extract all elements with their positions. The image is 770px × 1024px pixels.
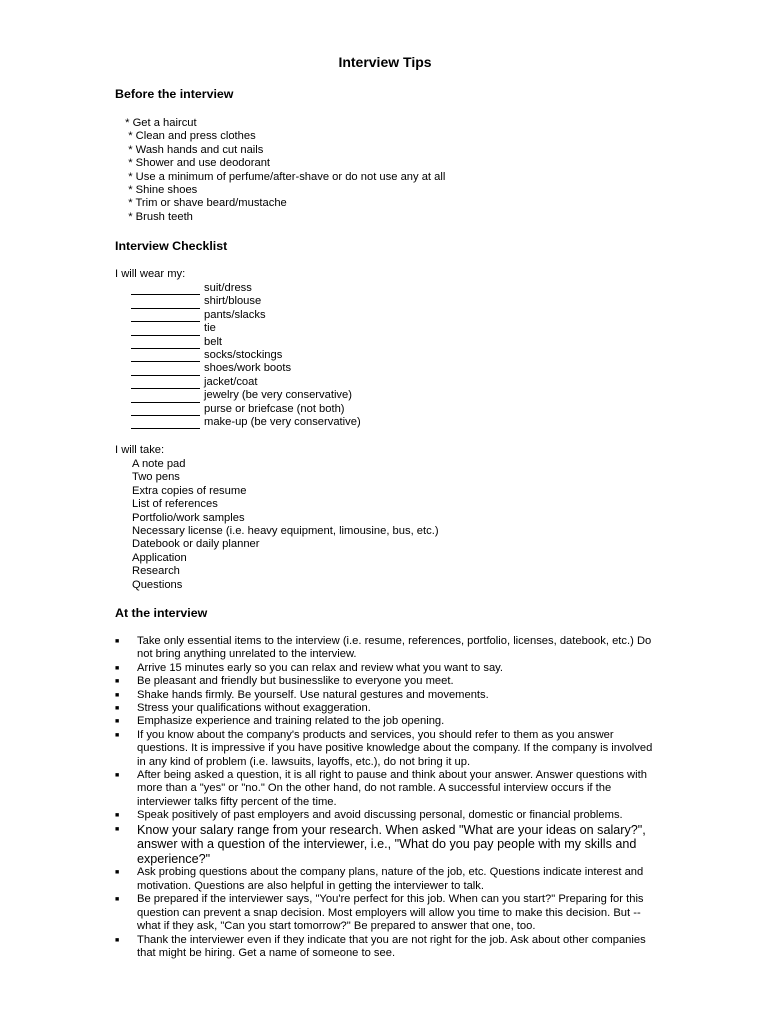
bullet-text: Thank the interviewer even if they indicate that you are not right for the job. Ask about other companies that might be hiring. Get a name of someone to see. xyxy=(137,933,646,959)
bullet-text: Be prepared if the interviewer says, "You're perfect for this job. When can you start?" Preparing for this question can prevent a snap decision. Most employers will allow you time to make this decision. But -- what if they ask, "Can you start tomorrow?" Be prepared to answer that one, too. xyxy=(137,893,644,933)
bullet-item xyxy=(114,823,659,867)
square-bullet-icon: ■ xyxy=(115,825,120,833)
blank-line[interactable] xyxy=(131,298,200,309)
blank-line[interactable] xyxy=(131,311,200,322)
list-item: * Wash hands and cut nails xyxy=(122,143,264,156)
checklist-label: belt xyxy=(204,335,223,348)
list-item: Questions xyxy=(132,578,183,591)
list-item: * Clean and press clothes xyxy=(122,130,256,143)
wear-checklist xyxy=(131,282,361,429)
blank-line[interactable] xyxy=(131,325,200,336)
checklist-row xyxy=(131,322,361,335)
square-bullet-icon: ■ xyxy=(115,869,120,877)
checklist-row xyxy=(131,336,361,349)
square-bullet-icon: ■ xyxy=(115,772,120,780)
bullet-text: Speak positively of past employers and avoid discussing personal, domestic or financial problems. xyxy=(137,809,623,822)
bullet-text: Arrive 15 minutes early so you can relax and review what you want to say. xyxy=(137,661,504,674)
bullet-item xyxy=(114,769,659,809)
list-item: Necessary license (i.e. heavy equipment, limousine, bus, etc.) xyxy=(132,525,439,538)
checklist-row xyxy=(131,362,361,375)
checklist-row xyxy=(131,389,361,402)
blank-line[interactable] xyxy=(131,405,200,416)
checklist-label: shoes/work boots xyxy=(204,362,292,375)
checklist-heading: Interview Checklist xyxy=(115,239,228,253)
checklist-label: shirt/blouse xyxy=(204,295,262,308)
square-bullet-icon: ■ xyxy=(115,896,120,904)
bullet-text: After being asked a question, it is all right to pause and think about your answer. Answer questions with more than a "yes" or "no." On the other hand, do not ramble. A successful interview occurs if the interviewer talks fifty percent of the time. xyxy=(137,769,647,808)
blank-line[interactable] xyxy=(131,284,200,295)
checklist-row xyxy=(131,416,361,429)
blank-line[interactable] xyxy=(131,392,200,403)
square-bullet-icon: ■ xyxy=(115,664,120,672)
bullet-item xyxy=(114,635,659,662)
bullet-item xyxy=(114,893,659,933)
bullet-item xyxy=(114,866,659,893)
bullet-item xyxy=(114,702,659,715)
square-bullet-icon: ■ xyxy=(115,812,120,820)
checklist-row xyxy=(131,403,361,416)
list-item: * Shine shoes xyxy=(122,184,198,197)
square-bullet-icon: ■ xyxy=(115,731,120,739)
list-item: Portfolio/work samples xyxy=(132,511,245,524)
square-bullet-icon: ■ xyxy=(115,718,120,726)
bullet-item xyxy=(114,689,659,702)
list-item: List of references xyxy=(132,498,218,511)
checklist-label: socks/stockings xyxy=(204,348,283,361)
checklist-row xyxy=(131,282,361,295)
bullet-text: Emphasize experience and training related to the job opening. xyxy=(137,715,445,728)
checklist-row xyxy=(131,349,361,362)
bullet-text: Be pleasant and friendly but businesslike to everyone you meet. xyxy=(137,675,454,688)
bullet-item xyxy=(114,675,659,688)
square-bullet-icon: ■ xyxy=(115,936,120,944)
list-item: * Get a haircut xyxy=(122,117,197,129)
list-item: Research xyxy=(132,565,180,578)
bullet-text: Take only essential items to the interview (i.e. resume, references, portfolio, licenses, datebook, etc.) Do not bring anything unrelated to the interview. xyxy=(137,635,652,661)
checklist-label: make-up (be very conservative) xyxy=(204,415,361,428)
bullet-text: If you know about the company's products and services, you should refer to them as you answer questions. It is impressive if you have positive knowledge about the company. If the company is involved in any kind of problem (i.e. lawsuits, layoffs, etc.), do not bring it up. xyxy=(137,728,653,768)
blank-line[interactable] xyxy=(131,338,200,349)
list-item: * Trim or shave beard/mustache xyxy=(122,197,287,210)
page-title: Interview Tips xyxy=(338,54,432,70)
take-label: I will take: xyxy=(115,444,165,456)
list-item: Datebook or daily planner xyxy=(132,538,260,551)
bullet-item xyxy=(114,729,659,769)
checklist-label: tie xyxy=(204,322,216,335)
take-list xyxy=(132,458,439,592)
list-item: * Brush teeth xyxy=(122,210,193,223)
before-interview-heading: Before the interview xyxy=(115,87,234,101)
at-interview-heading: At the interview xyxy=(115,606,208,620)
checklist-row xyxy=(131,376,361,389)
checklist-label: jacket/coat xyxy=(204,375,258,388)
at-interview-list xyxy=(114,635,659,960)
square-bullet-icon: ■ xyxy=(115,678,120,686)
checklist-label: suit/dress xyxy=(204,281,252,294)
bullet-text: Know your salary range from your research. When asked "What are your ideas on salary?", answer with a question of the interviewer, i.e., "What do you pay people with my skills and experience?" xyxy=(137,822,646,866)
bullet-item xyxy=(114,809,659,822)
bullet-text: Shake hands firmly. Be yourself. Use natural gestures and movements. xyxy=(137,688,489,701)
before-interview-list xyxy=(122,117,445,224)
list-item: Two pens xyxy=(132,471,180,484)
checklist-row xyxy=(131,295,361,308)
bullet-item xyxy=(114,934,659,961)
checklist-label: pants/slacks xyxy=(204,308,266,321)
list-item: * Shower and use deodorant xyxy=(122,157,271,170)
blank-line[interactable] xyxy=(131,351,200,362)
blank-line[interactable] xyxy=(131,418,200,429)
bullet-text: Ask probing questions about the company plans, nature of the job, etc. Questions indicate interest and motivation. Questions are also helpful in getting the interviewer to talk. xyxy=(137,866,644,892)
bullet-text: Stress your qualifications without exaggeration. xyxy=(137,702,371,715)
checklist-label: jewelry (be very conservative) xyxy=(204,389,352,402)
bullet-item xyxy=(114,715,659,728)
list-item: Application xyxy=(132,551,187,564)
blank-line[interactable] xyxy=(131,365,200,376)
square-bullet-icon: ■ xyxy=(115,638,120,645)
bullet-item xyxy=(114,662,659,675)
checklist-row xyxy=(131,309,361,322)
wear-label: I will wear my: xyxy=(115,268,186,280)
list-item: Extra copies of resume xyxy=(132,484,247,497)
checklist-label: purse or briefcase (not both) xyxy=(204,402,345,415)
list-item: * Use a minimum of perfume/after-shave or do not use any at all xyxy=(122,170,446,183)
square-bullet-icon: ■ xyxy=(115,705,120,713)
list-item: A note pad xyxy=(132,458,186,470)
blank-line[interactable] xyxy=(131,378,200,389)
square-bullet-icon: ■ xyxy=(115,691,120,699)
